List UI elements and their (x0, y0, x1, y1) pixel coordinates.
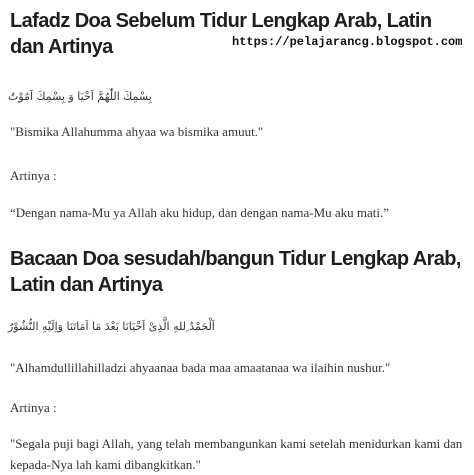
section2-arabic-text: اَلْحَمْدُ ِللهِ الَّذِىْ اَحْيَانَا بَعْدَ مَا اَمَاتَنَا وَاِلَيْهِ النُّشُوْرُ (8, 320, 215, 333)
blog-watermark: https://pelajarancg.blogspot.com (232, 35, 463, 49)
section1-meaning-text: “Dengan nama-Mu ya Allah aku hidup, dan dengan nama-Mu aku mati.” (10, 205, 390, 220)
section1-latin-text: "Bismika Allahumma ahyaa wa bismika amuut." (10, 124, 264, 139)
section1-meaning-label: Artinya : (10, 168, 57, 183)
section2-title: Bacaan Doa sesudah/bangun Tidur Lengkap Arab, Latin dan Artinya (10, 248, 461, 296)
section1-title: Lafadz Doa Sebelum Tidur Lengkap Arab, Latin dan Artinya (10, 10, 432, 58)
section2-meaning-label: Artinya : (10, 400, 57, 415)
section2-meaning-text: "Segala puji bagi Allah, yang telah membangunkan kami setelah menidurkan kami dan kepada-Nya lah kami dibangkitkan." (10, 436, 463, 472)
section2-latin-text: "Alhamdullillahilladzi ahyaanaa bada maa amaatanaa wa ilaihin nushur." (10, 360, 391, 375)
section1-arabic-text: بِسْمِكَ اللّٰهُمَّ اَحْيَا وَ بِسْمِكَ اَمُوْتُ (8, 90, 152, 103)
